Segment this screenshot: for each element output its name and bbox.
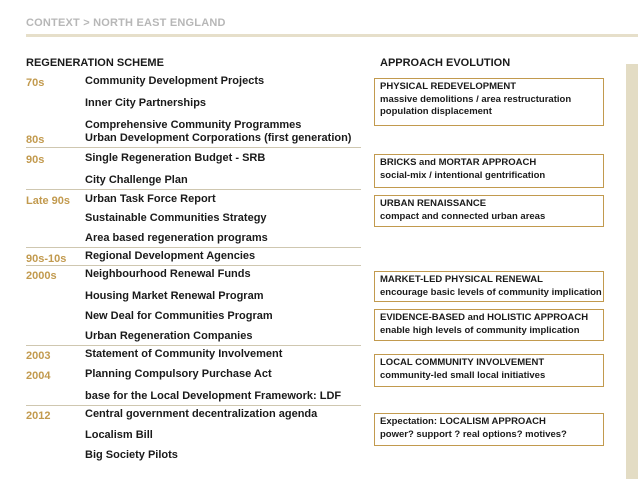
period-label: 90s <box>26 154 45 166</box>
heading-regeneration-scheme: REGENERATION SCHEME <box>26 57 164 69</box>
approach-title: Expectation: LOCALISM APPROACH <box>380 416 546 427</box>
approach-box-local-community <box>374 354 604 387</box>
approach-detail: social-mix / intentional gentrification <box>380 169 546 181</box>
approach-title: EVIDENCE-BASED and HOLISTIC APPROACH <box>380 312 589 323</box>
approach-box-evidence-based <box>374 309 604 341</box>
approach-detail: community-led small local initiatives <box>380 369 546 381</box>
scheme-item: Area based regeneration programs <box>85 232 268 244</box>
scheme-item: Neighbourhood Renewal Funds <box>85 268 251 280</box>
top-divider <box>26 34 638 37</box>
period-divider <box>26 265 361 266</box>
approach-box-market-led <box>374 271 604 302</box>
period-divider <box>26 247 361 248</box>
approach-title: LOCAL COMMUNITY INVOLVEMENT <box>380 357 545 368</box>
scheme-item: Urban Development Corporations (first generation) <box>85 132 352 144</box>
scheme-item: Housing Market Renewal Program <box>85 290 264 302</box>
heading-approach-evolution: APPROACH EVOLUTION <box>380 57 511 69</box>
scheme-item: Single Regeneration Budget - SRB <box>85 152 266 164</box>
scheme-item: Central government decentralization agenda <box>85 408 318 420</box>
period-label: 70s <box>26 77 45 89</box>
scheme-item: Big Society Pilots <box>85 449 178 461</box>
period-label: 2004 <box>26 370 51 382</box>
period-divider <box>26 147 361 148</box>
period-label: 2000s <box>26 270 57 282</box>
scheme-item: Localism Bill <box>85 429 153 441</box>
breadcrumb: CONTEXT > NORTH EAST ENGLAND <box>26 17 226 29</box>
approach-title: BRICKS and MORTAR APPROACH <box>380 157 537 168</box>
approach-detail: massive demolitions / area restructuration <box>380 93 572 105</box>
approach-title: URBAN RENAISSANCE <box>380 198 487 209</box>
scheme-item: Statement of Community Involvement <box>85 348 283 360</box>
period-label: 80s <box>26 134 45 146</box>
approach-box-physical-redevelopment <box>374 78 604 126</box>
scheme-item: Comprehensive Community Programmes <box>85 119 302 131</box>
period-label: 2012 <box>26 410 51 422</box>
scheme-item: Community Development Projects <box>85 75 265 87</box>
scheme-item: base for the Local Development Framework: LDF <box>85 390 342 402</box>
decorative-side-bar <box>626 64 638 479</box>
period-divider <box>26 405 361 406</box>
period-label: 2003 <box>26 350 51 362</box>
approach-box-localism <box>374 413 604 446</box>
scheme-item: New Deal for Communities Program <box>85 310 273 322</box>
approach-detail: compact and connected urban areas <box>380 210 546 222</box>
scheme-item: Urban Task Force Report <box>85 193 216 205</box>
approach-detail: population displacement <box>380 106 492 117</box>
approach-detail: power? support ? real options? motives? <box>380 428 567 440</box>
approach-detail: encourage basic levels of community implication <box>380 286 602 298</box>
approach-title: MARKET-LED PHYSICAL RENEWAL <box>380 274 543 285</box>
approach-box-bricks-mortar <box>374 154 604 188</box>
scheme-item: Regional Development Agencies <box>85 250 256 262</box>
period-divider <box>26 345 361 346</box>
approach-detail: enable high levels of community implication <box>380 324 580 336</box>
scheme-item: Urban Regeneration Companies <box>85 330 253 342</box>
scheme-item: Sustainable Communities Strategy <box>85 212 267 224</box>
period-divider <box>26 189 361 190</box>
scheme-item: City Challenge Plan <box>85 174 188 186</box>
scheme-item: Inner City Partnerships <box>85 97 207 109</box>
approach-title: PHYSICAL REDEVELOPMENT <box>380 81 517 92</box>
scheme-item: Planning Compulsory Purchase Act <box>85 368 272 380</box>
period-label: 90s-10s <box>26 253 67 265</box>
approach-box-urban-renaissance <box>374 195 604 227</box>
period-label: Late 90s <box>26 195 71 207</box>
